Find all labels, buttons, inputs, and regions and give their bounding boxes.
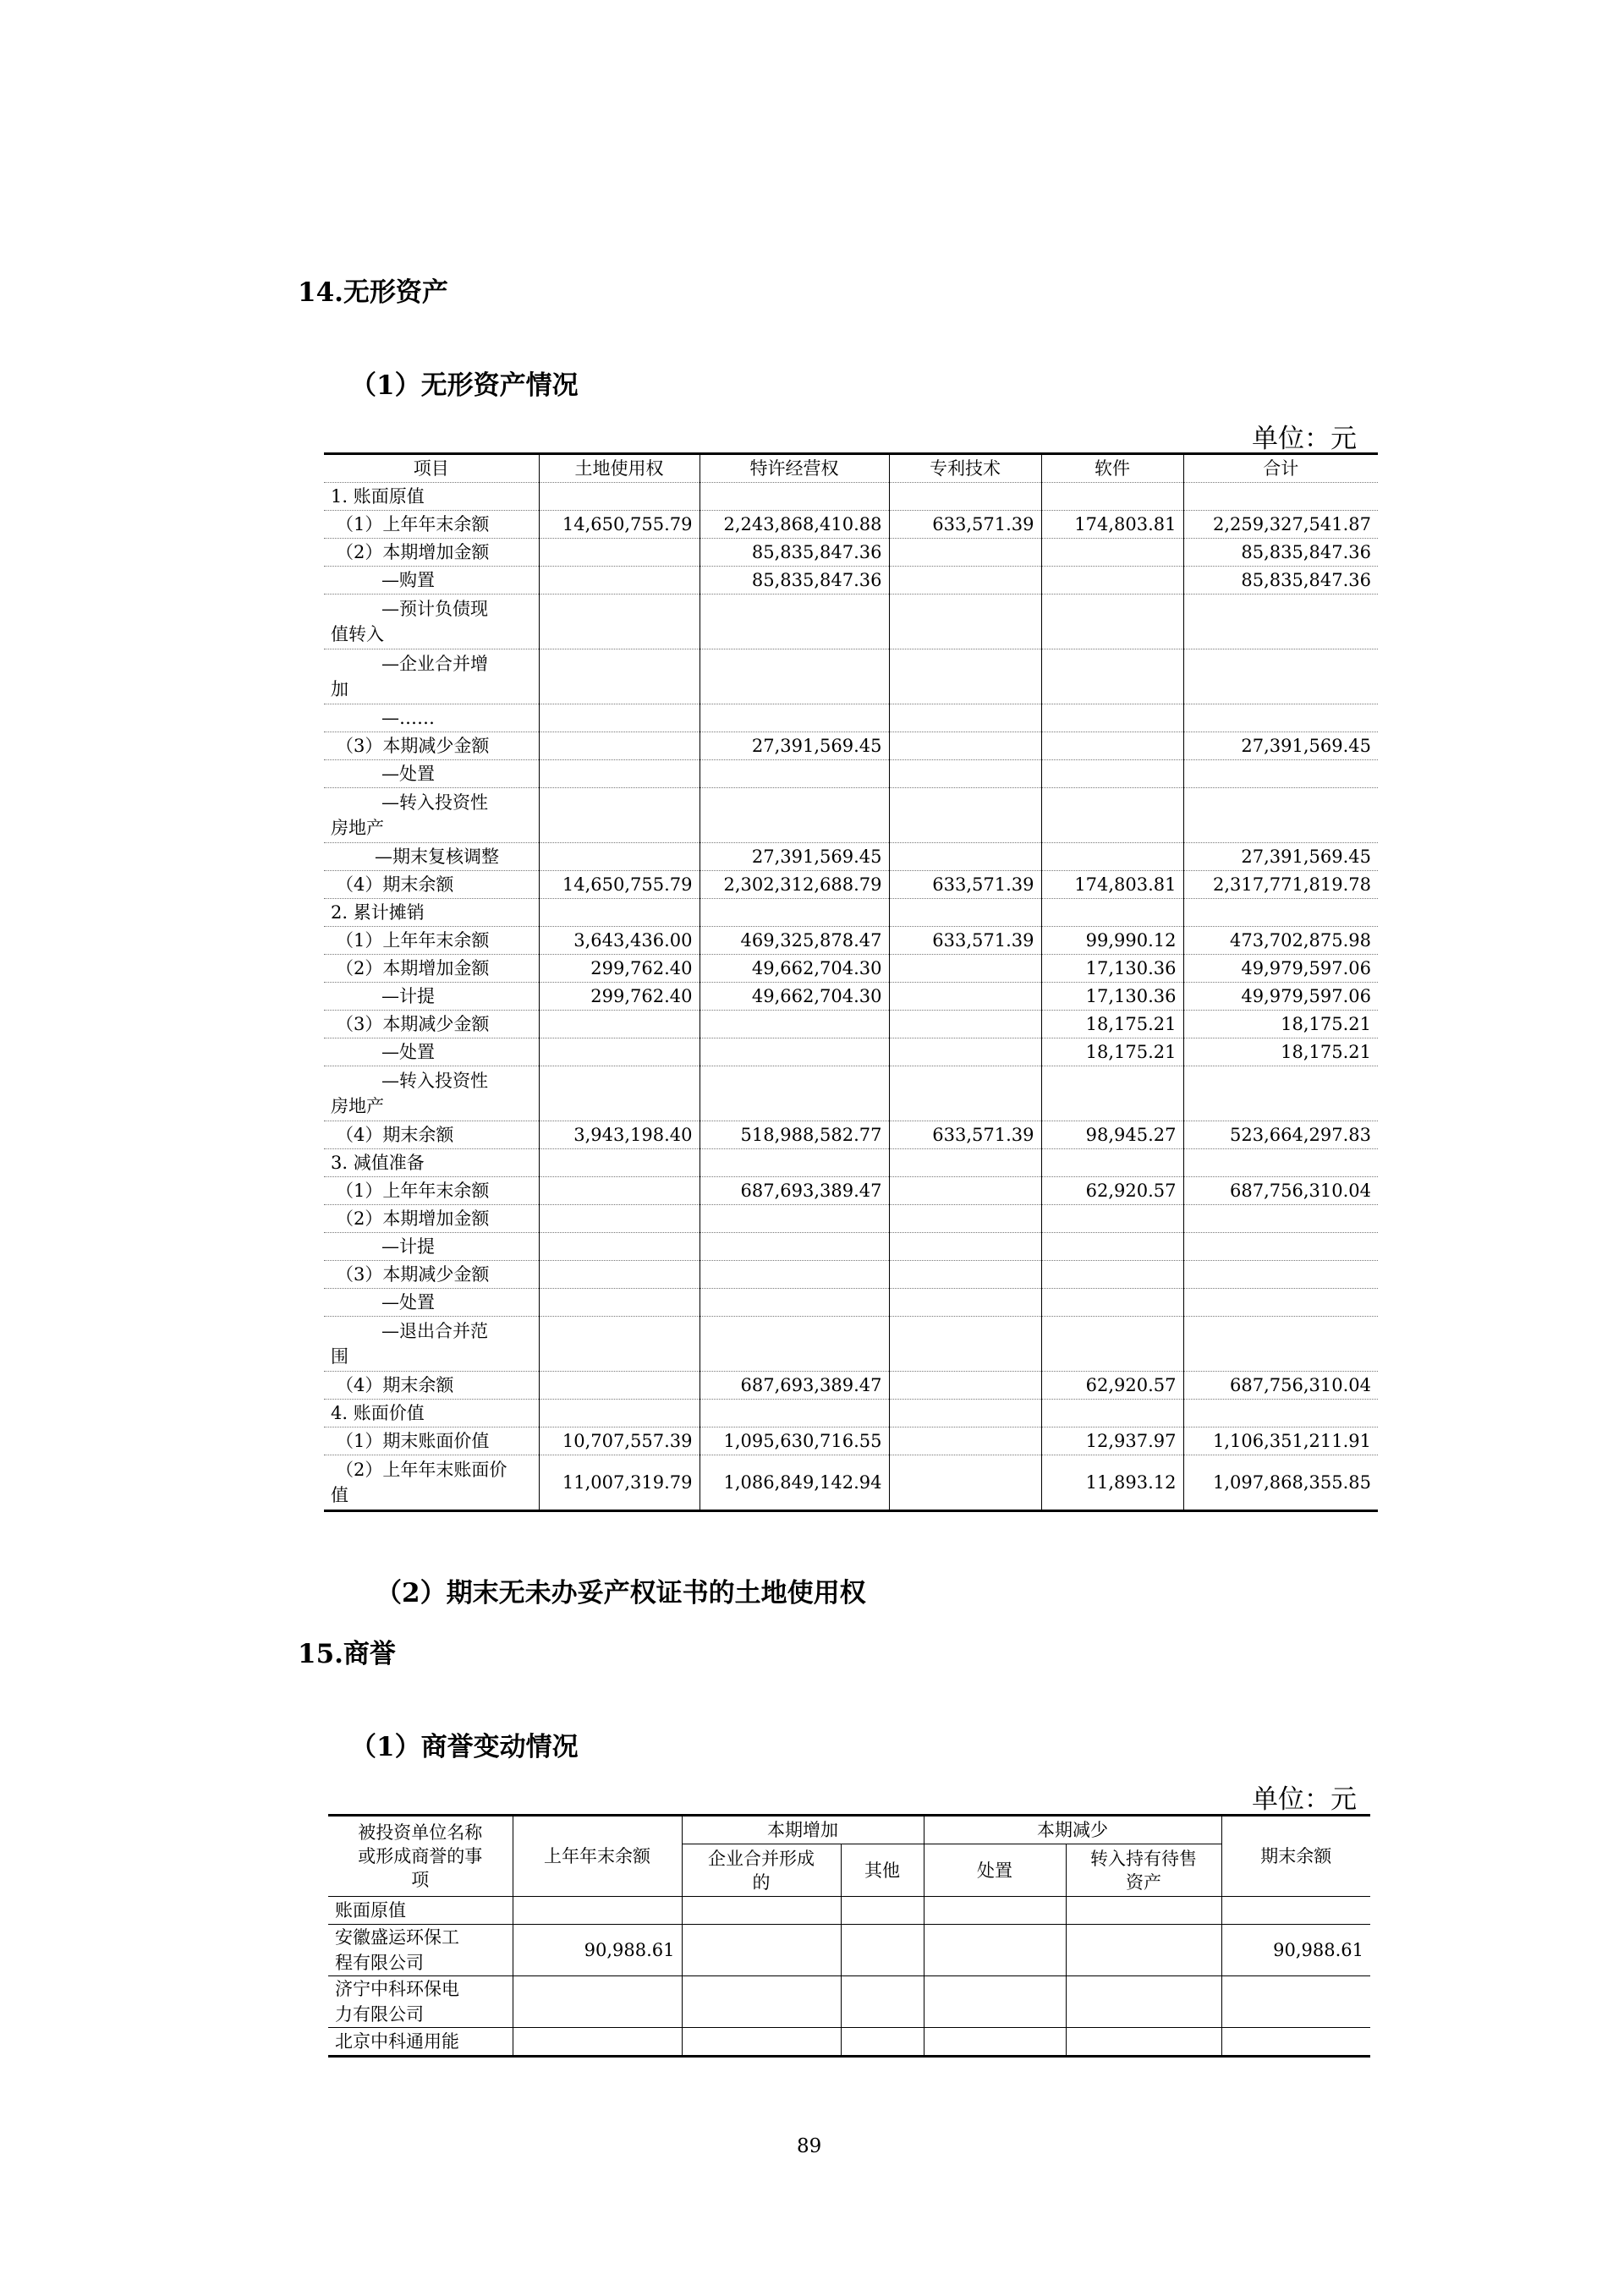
row-label: —期末复核调整 — [324, 843, 539, 871]
row-label: （2）本期增加金额 — [324, 539, 539, 567]
value-cell — [889, 483, 1041, 511]
value-cell — [700, 595, 889, 649]
empty-cell — [841, 1976, 924, 2028]
value-cell: 18,175.21 — [1183, 1038, 1378, 1066]
table-row — [324, 1289, 1378, 1317]
column-header: 专利技术 — [889, 454, 1041, 483]
value-cell — [1183, 760, 1378, 788]
value-cell — [539, 1011, 700, 1038]
table-row — [328, 1897, 1370, 1925]
empty-cell — [841, 2028, 924, 2057]
value-cell: 11,007,319.79 — [539, 1455, 700, 1511]
value-cell: 12,937.97 — [1041, 1427, 1183, 1455]
value-cell — [889, 843, 1041, 871]
value-cell: 62,920.57 — [1041, 1177, 1183, 1205]
value-cell — [1041, 483, 1183, 511]
header-increase: 本期增加 — [682, 1816, 924, 1844]
investee-name: 账面原值 — [328, 1897, 513, 1925]
prev-balance — [513, 1976, 682, 2028]
row-label: （2）本期增加金额 — [324, 955, 539, 983]
value-cell: 299,762.40 — [539, 983, 700, 1011]
value-cell: 85,835,847.36 — [1183, 567, 1378, 595]
value-cell — [1183, 704, 1378, 732]
value-cell — [889, 595, 1041, 649]
value-cell — [539, 760, 700, 788]
empty-cell — [682, 1925, 841, 1976]
value-cell: 469,325,878.47 — [700, 927, 889, 955]
empty-cell — [924, 1925, 1066, 1976]
empty-cell — [1066, 2028, 1221, 2057]
value-cell: 85,835,847.36 — [700, 567, 889, 595]
row-label: —企业合并增 加 — [324, 649, 539, 704]
table-row — [324, 511, 1378, 539]
empty-cell — [924, 1897, 1066, 1925]
value-cell — [1183, 649, 1378, 704]
value-cell — [1183, 1233, 1378, 1261]
prev-balance: 90,988.61 — [513, 1925, 682, 1976]
value-cell: 27,391,569.45 — [700, 843, 889, 871]
table-row — [328, 1925, 1370, 1976]
value-cell: 2,243,868,410.88 — [700, 511, 889, 539]
row-label: （4）期末余额 — [324, 871, 539, 899]
value-cell — [889, 1317, 1041, 1372]
table-row — [324, 595, 1378, 649]
value-cell — [889, 1372, 1041, 1400]
value-cell: 27,391,569.45 — [1183, 732, 1378, 760]
value-cell — [539, 1205, 700, 1233]
empty-cell — [1066, 1925, 1221, 1976]
value-cell — [889, 1066, 1041, 1121]
value-cell: 299,762.40 — [539, 955, 700, 983]
value-cell — [1041, 1066, 1183, 1121]
value-cell — [539, 1149, 700, 1177]
value-cell — [889, 1261, 1041, 1289]
value-cell — [1183, 1205, 1378, 1233]
value-cell — [889, 539, 1041, 567]
prev-balance — [513, 2028, 682, 2057]
value-cell — [1041, 1233, 1183, 1261]
row-label: —计提 — [324, 1233, 539, 1261]
value-cell — [700, 1205, 889, 1233]
table-row — [324, 1066, 1378, 1121]
investee-name: 安徽盛运环保工 程有限公司 — [328, 1925, 513, 1976]
value-cell — [539, 1400, 700, 1427]
value-cell: 3,943,198.40 — [539, 1121, 700, 1149]
value-cell — [1183, 1400, 1378, 1427]
value-cell — [1041, 899, 1183, 927]
value-cell: 633,571.39 — [889, 927, 1041, 955]
value-cell: 49,979,597.06 — [1183, 955, 1378, 983]
value-cell — [539, 788, 700, 843]
value-cell — [1041, 788, 1183, 843]
table-row — [324, 539, 1378, 567]
value-cell: 2,302,312,688.79 — [700, 871, 889, 899]
table-row — [324, 649, 1378, 704]
value-cell: 633,571.39 — [889, 871, 1041, 899]
value-cell: 49,662,704.30 — [700, 983, 889, 1011]
value-cell — [539, 1317, 700, 1372]
table-row — [324, 1038, 1378, 1066]
table-row — [324, 1011, 1378, 1038]
value-cell: 18,175.21 — [1041, 1011, 1183, 1038]
value-cell — [1041, 760, 1183, 788]
row-label: —处置 — [324, 760, 539, 788]
value-cell — [889, 1400, 1041, 1427]
value-cell: 18,175.21 — [1183, 1011, 1378, 1038]
row-label: —转入投资性 房地产 — [324, 788, 539, 843]
header-investee: 被投资单位名称 或形成商誉的事 项 — [328, 1816, 513, 1897]
table-row — [324, 843, 1378, 871]
header-dec-disposal: 处置 — [924, 1844, 1066, 1897]
value-cell — [700, 1011, 889, 1038]
value-cell — [889, 1149, 1041, 1177]
section-15-title: 15.商誉 — [298, 1639, 396, 1669]
value-cell — [889, 1011, 1041, 1038]
section-14-subtitle-2: （2）期末无未办妥产权证书的土地使用权 — [376, 1578, 866, 1608]
value-cell: 49,662,704.30 — [700, 955, 889, 983]
value-cell: 98,945.27 — [1041, 1121, 1183, 1149]
column-header: 土地使用权 — [539, 454, 700, 483]
row-label: —预计负债现 值转入 — [324, 595, 539, 649]
table-row — [324, 1427, 1378, 1455]
prev-balance — [513, 1897, 682, 1925]
value-cell — [1183, 1289, 1378, 1317]
row-label: —…… — [324, 704, 539, 732]
header-inc-merger: 企业合并形成 的 — [682, 1844, 841, 1897]
row-label: （4）期末余额 — [324, 1372, 539, 1400]
value-cell — [1183, 595, 1378, 649]
column-header: 项目 — [324, 454, 539, 483]
value-cell — [539, 704, 700, 732]
value-cell — [889, 1205, 1041, 1233]
value-cell — [700, 1149, 889, 1177]
value-cell — [539, 843, 700, 871]
row-label: （1）上年年末余额 — [324, 511, 539, 539]
header-decrease: 本期减少 — [924, 1816, 1221, 1844]
value-cell: 85,835,847.36 — [1183, 539, 1378, 567]
value-cell: 18,175.21 — [1041, 1038, 1183, 1066]
table-row — [324, 1400, 1378, 1427]
row-label: 3. 减值准备 — [324, 1149, 539, 1177]
end-balance: 90,988.61 — [1221, 1925, 1370, 1976]
value-cell — [889, 567, 1041, 595]
value-cell — [539, 732, 700, 760]
value-cell — [889, 704, 1041, 732]
value-cell — [1041, 1289, 1183, 1317]
value-cell: 10,707,557.39 — [539, 1427, 700, 1455]
value-cell: 27,391,569.45 — [700, 732, 889, 760]
table-row — [324, 899, 1378, 927]
value-cell — [700, 788, 889, 843]
value-cell — [700, 1261, 889, 1289]
value-cell: 174,803.81 — [1041, 871, 1183, 899]
table-row — [324, 483, 1378, 511]
value-cell — [700, 1400, 889, 1427]
intangible-assets-table — [324, 452, 1378, 1512]
value-cell — [539, 1066, 700, 1121]
value-cell — [700, 760, 889, 788]
value-cell: 1,086,849,142.94 — [700, 1455, 889, 1511]
value-cell — [1041, 1261, 1183, 1289]
value-cell — [539, 1233, 700, 1261]
value-cell — [889, 788, 1041, 843]
section-15-subtitle: （1）商誉变动情况 — [350, 1732, 579, 1762]
value-cell — [1183, 1317, 1378, 1372]
empty-cell — [924, 1976, 1066, 2028]
table-row — [324, 760, 1378, 788]
value-cell — [1041, 732, 1183, 760]
column-header: 软件 — [1041, 454, 1183, 483]
value-cell — [539, 1372, 700, 1400]
row-label: —处置 — [324, 1289, 539, 1317]
value-cell — [889, 1427, 1041, 1455]
table-row — [324, 1121, 1378, 1149]
value-cell: 14,650,755.79 — [539, 511, 700, 539]
value-cell — [1183, 1149, 1378, 1177]
goodwill-table — [328, 1814, 1370, 2058]
value-cell: 633,571.39 — [889, 511, 1041, 539]
row-label: —购置 — [324, 567, 539, 595]
value-cell: 518,988,582.77 — [700, 1121, 889, 1149]
value-cell — [1041, 704, 1183, 732]
value-cell — [539, 1289, 700, 1317]
investee-name: 北京中科通用能 — [328, 2028, 513, 2057]
row-label: 4. 账面价值 — [324, 1400, 539, 1427]
end-balance — [1221, 1897, 1370, 1925]
value-cell: 14,650,755.79 — [539, 871, 700, 899]
unit-label-15: 单位：元 — [1252, 1784, 1357, 1815]
value-cell — [700, 1066, 889, 1121]
value-cell — [700, 649, 889, 704]
value-cell: 174,803.81 — [1041, 511, 1183, 539]
empty-cell — [841, 1897, 924, 1925]
value-cell: 85,835,847.36 — [700, 539, 889, 567]
table-row — [324, 1455, 1378, 1511]
table-row — [324, 955, 1378, 983]
table-row — [324, 871, 1378, 899]
header-end-balance: 期末余额 — [1221, 1816, 1370, 1897]
table-row — [324, 1205, 1378, 1233]
unit-label-14: 单位：元 — [1252, 424, 1357, 454]
row-label: （2）上年年末账面价 值 — [324, 1455, 539, 1511]
row-label: —转入投资性 房地产 — [324, 1066, 539, 1121]
value-cell — [700, 1289, 889, 1317]
value-cell — [700, 1317, 889, 1372]
value-cell — [539, 1177, 700, 1205]
value-cell — [889, 1289, 1041, 1317]
header-prev-balance: 上年年末余额 — [513, 1816, 682, 1897]
end-balance — [1221, 1976, 1370, 2028]
value-cell: 99,990.12 — [1041, 927, 1183, 955]
value-cell: 2,317,771,819.78 — [1183, 871, 1378, 899]
header-inc-other: 其他 — [841, 1844, 924, 1897]
table-row — [324, 704, 1378, 732]
empty-cell — [682, 1897, 841, 1925]
row-label: —退出合并范 围 — [324, 1317, 539, 1372]
row-label: （3）本期减少金额 — [324, 1261, 539, 1289]
value-cell: 687,756,310.04 — [1183, 1372, 1378, 1400]
row-label: （4）期末余额 — [324, 1121, 539, 1149]
empty-cell — [1066, 1897, 1221, 1925]
value-cell — [1183, 483, 1378, 511]
empty-cell — [1066, 1976, 1221, 2028]
value-cell — [700, 1038, 889, 1066]
value-cell — [1041, 649, 1183, 704]
value-cell: 523,664,297.83 — [1183, 1121, 1378, 1149]
section-14-subtitle: （1）无形资产情况 — [350, 370, 579, 401]
value-cell — [1041, 843, 1183, 871]
value-cell — [1041, 1317, 1183, 1372]
table-row — [324, 983, 1378, 1011]
row-label: —计提 — [324, 983, 539, 1011]
value-cell: 687,756,310.04 — [1183, 1177, 1378, 1205]
value-cell — [1183, 1261, 1378, 1289]
value-cell: 1,097,868,355.85 — [1183, 1455, 1378, 1511]
value-cell — [1041, 1400, 1183, 1427]
row-label: —处置 — [324, 1038, 539, 1066]
value-cell — [700, 483, 889, 511]
value-cell: 473,702,875.98 — [1183, 927, 1378, 955]
table-header-row — [324, 454, 1378, 483]
value-cell — [889, 760, 1041, 788]
value-cell: 687,693,389.47 — [700, 1372, 889, 1400]
value-cell — [1041, 567, 1183, 595]
value-cell: 17,130.36 — [1041, 983, 1183, 1011]
value-cell: 3,643,436.00 — [539, 927, 700, 955]
empty-cell — [682, 2028, 841, 2057]
value-cell: 1,106,351,211.91 — [1183, 1427, 1378, 1455]
value-cell — [1183, 788, 1378, 843]
value-cell — [539, 1038, 700, 1066]
value-cell — [539, 595, 700, 649]
end-balance — [1221, 2028, 1370, 2057]
value-cell — [889, 1455, 1041, 1511]
table-row — [324, 1317, 1378, 1372]
value-cell — [889, 1038, 1041, 1066]
row-label: （1）上年年末余额 — [324, 927, 539, 955]
table-row — [324, 732, 1378, 760]
investee-name: 济宁中科环保电 力有限公司 — [328, 1976, 513, 2028]
row-label: 2. 累计摊销 — [324, 899, 539, 927]
table-row — [328, 2028, 1370, 2057]
value-cell — [539, 567, 700, 595]
table-row — [324, 567, 1378, 595]
value-cell — [889, 649, 1041, 704]
column-header: 合计 — [1183, 454, 1378, 483]
page-number: 89 — [797, 2135, 822, 2157]
row-label: （3）本期减少金额 — [324, 732, 539, 760]
value-cell: 62,920.57 — [1041, 1372, 1183, 1400]
table-row — [324, 1177, 1378, 1205]
value-cell — [889, 983, 1041, 1011]
value-cell: 2,259,327,541.87 — [1183, 511, 1378, 539]
value-cell — [1041, 1205, 1183, 1233]
row-label: （3）本期减少金额 — [324, 1011, 539, 1038]
value-cell — [1041, 595, 1183, 649]
value-cell — [539, 483, 700, 511]
value-cell — [889, 1233, 1041, 1261]
value-cell — [539, 539, 700, 567]
table-row — [324, 1261, 1378, 1289]
row-label: （2）本期增加金额 — [324, 1205, 539, 1233]
value-cell: 687,693,389.47 — [700, 1177, 889, 1205]
value-cell — [1041, 539, 1183, 567]
row-label: （1）期末账面价值 — [324, 1427, 539, 1455]
value-cell — [889, 732, 1041, 760]
empty-cell — [841, 1925, 924, 1976]
empty-cell — [682, 1976, 841, 2028]
table-row — [328, 1976, 1370, 2028]
value-cell: 11,893.12 — [1041, 1455, 1183, 1511]
column-header: 特许经营权 — [700, 454, 889, 483]
value-cell — [1183, 899, 1378, 927]
table-row — [324, 1372, 1378, 1400]
value-cell — [700, 1233, 889, 1261]
value-cell — [539, 1261, 700, 1289]
value-cell: 17,130.36 — [1041, 955, 1183, 983]
value-cell — [1041, 1149, 1183, 1177]
value-cell: 49,979,597.06 — [1183, 983, 1378, 1011]
value-cell — [889, 899, 1041, 927]
value-cell — [539, 649, 700, 704]
row-label: 1. 账面原值 — [324, 483, 539, 511]
value-cell — [700, 899, 889, 927]
value-cell: 27,391,569.45 — [1183, 843, 1378, 871]
row-label: （1）上年年末余额 — [324, 1177, 539, 1205]
section-14-title: 14.无形资产 — [298, 277, 448, 308]
value-cell — [889, 955, 1041, 983]
header-dec-held-for-sale: 转入持有待售 资产 — [1066, 1844, 1221, 1897]
table-row — [324, 788, 1378, 843]
value-cell — [889, 1177, 1041, 1205]
value-cell — [539, 899, 700, 927]
value-cell: 1,095,630,716.55 — [700, 1427, 889, 1455]
value-cell — [700, 704, 889, 732]
table-row — [324, 1233, 1378, 1261]
value-cell: 633,571.39 — [889, 1121, 1041, 1149]
table-row — [324, 1149, 1378, 1177]
table-row — [324, 927, 1378, 955]
empty-cell — [924, 2028, 1066, 2057]
value-cell — [1183, 1066, 1378, 1121]
